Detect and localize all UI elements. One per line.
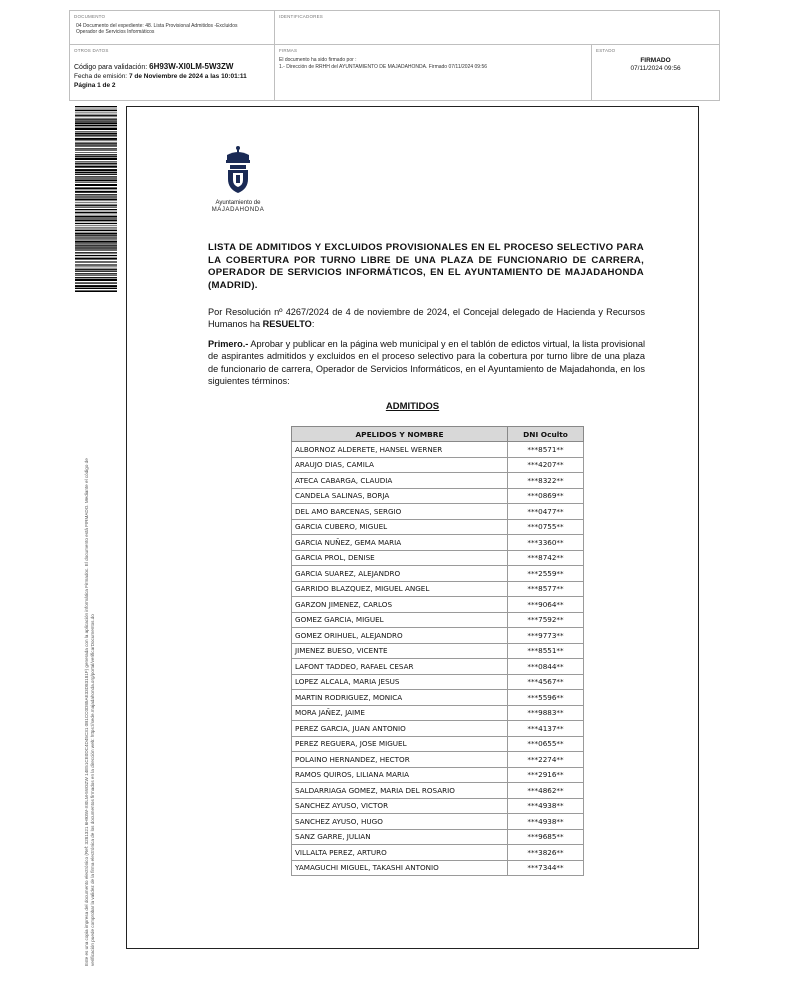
- barcode-bar: [75, 119, 117, 120]
- table-row: [292, 581, 584, 597]
- barcode-bar: [75, 174, 117, 175]
- applicant-name: ARAUJO DIAS, CAMILA: [292, 457, 508, 473]
- barcode-bar: [75, 169, 117, 171]
- applicant-dni: ***2916**: [508, 767, 584, 783]
- table-row: [292, 659, 584, 675]
- barcode-bar: [75, 235, 117, 236]
- table-row: [292, 783, 584, 799]
- barcode-bar: [75, 143, 117, 144]
- table-row: [292, 488, 584, 504]
- side-text-line-2: verificación puede comprobar la validez de la firma electrónica de los documentos firmados en la dirección web: https://sede.majadahonda.org/portal/verificarDocumentos.do: [90, 614, 95, 966]
- barcode-bar: [75, 258, 117, 260]
- table-row: [292, 457, 584, 473]
- applicant-name: LAFONT TADDEO, RAFAEL CESAR: [292, 659, 508, 675]
- table-row: [292, 705, 584, 721]
- barcode-bar: [75, 176, 117, 177]
- applicant-dni: ***9064**: [508, 597, 584, 613]
- barcode-bar: [75, 113, 117, 114]
- applicant-dni: ***0655**: [508, 736, 584, 752]
- estado-box: [591, 44, 720, 101]
- applicant-dni: ***0869**: [508, 488, 584, 504]
- applicant-name: SANCHEZ AYUSO, VICTOR: [292, 798, 508, 814]
- barcode-bar: [75, 148, 117, 149]
- applicant-name: SANCHEZ AYUSO, HUGO: [292, 814, 508, 830]
- primero-paragraph: [208, 338, 645, 387]
- barcode-bar: [75, 158, 117, 160]
- applicant-name: ATECA CABARGA, CLAUDIA: [292, 473, 508, 489]
- barcode-bar: [75, 150, 117, 151]
- barcode-bar: [75, 240, 117, 241]
- barcode-bar: [75, 199, 117, 201]
- document-page: [126, 106, 699, 949]
- barcode-bar: [75, 262, 117, 263]
- barcode-bar: [75, 214, 117, 215]
- barcode-bar: [75, 241, 117, 243]
- applicant-name: MORA JAÑEZ, JAIME: [292, 705, 508, 721]
- primero-text: Aprobar y publicar en la página web municipal y en el tablón de edictos virtual, la lista provisional de aspirantes admitidos y excluidos en el proceso selectivo para la cobertura por turno libre de una plaza de funcionario de carrera, Operador de Servicios Informáticos, en el Ayuntamiento de Majadahonda, en los siguientes términos:: [208, 339, 645, 386]
- table-row: [292, 814, 584, 830]
- barcode-bar: [75, 279, 117, 281]
- table-row: [292, 829, 584, 845]
- barcode-bar: [75, 219, 117, 221]
- barcode-bar: [75, 255, 117, 256]
- barcode-bar: [75, 125, 117, 126]
- logo-line-1: Ayuntamiento de: [215, 200, 261, 206]
- table-row: [292, 519, 584, 535]
- header-apellidos-nombre: APELIDOS Y NOMBRE: [292, 427, 508, 442]
- barcode-bar: [75, 154, 117, 155]
- pagina-indicator: [74, 82, 116, 89]
- barcode-bar: [75, 216, 117, 218]
- applicant-dni: ***4567**: [508, 674, 584, 690]
- table-row: [292, 860, 584, 876]
- barcode-bar: [75, 237, 117, 238]
- fecha-emision: [74, 73, 247, 80]
- applicant-name: CANDELA SALINAS, BORJA: [292, 488, 508, 504]
- codigo-label: Código para validación:: [74, 64, 148, 71]
- resuelto-word: RESUELTO: [262, 319, 312, 330]
- barcode-bar: [75, 106, 117, 107]
- barcode-bar: [75, 184, 117, 186]
- applicant-dni: ***4137**: [508, 721, 584, 737]
- barcode-bar: [75, 120, 117, 121]
- applicant-dni: ***8742**: [508, 550, 584, 566]
- applicant-dni: ***0844**: [508, 659, 584, 675]
- table-row: [292, 643, 584, 659]
- barcode-bar: [75, 264, 117, 265]
- barcode-bar: [75, 110, 117, 111]
- applicant-name: SANZ GARRE, JULIAN: [292, 829, 508, 845]
- barcode-bar: [75, 248, 117, 249]
- barcode-bar: [75, 209, 117, 210]
- applicant-dni: ***2274**: [508, 752, 584, 768]
- barcode-bar: [75, 223, 117, 224]
- barcode-bar: [75, 178, 117, 179]
- barcode-bar: [75, 131, 117, 132]
- barcode-bar: [75, 166, 117, 168]
- identificadores-label: IDENTIFICADORES: [279, 14, 324, 19]
- barcode-bar: [75, 127, 117, 128]
- applicant-dni: ***9685**: [508, 829, 584, 845]
- barcode-bar: [75, 128, 117, 130]
- barcode-bar: [75, 182, 117, 183]
- table-row: [292, 535, 584, 551]
- applicant-dni: ***3826**: [508, 845, 584, 861]
- header-dni-oculto: DNI Oculto: [508, 427, 584, 442]
- codigo-validacion[interactable]: [74, 62, 233, 71]
- applicant-name: YAMAGUCHI MIGUEL, TAKASHI ANTONIO: [292, 860, 508, 876]
- applicant-dni: ***8551**: [508, 643, 584, 659]
- applicant-dni: ***9773**: [508, 628, 584, 644]
- barcode-bar: [75, 290, 117, 292]
- firmas-box: [274, 44, 592, 101]
- barcode-bar: [75, 212, 117, 213]
- barcode-bar: [75, 245, 117, 246]
- table-row: [292, 721, 584, 737]
- applicant-dni: ***8577**: [508, 581, 584, 597]
- applicant-dni: ***5596**: [508, 690, 584, 706]
- resolution-text: Por Resolución nº 4267/2024 de 4 de noviembre de 2024, el Concejal delegado de Hacienda y Recursos Humanos ha: [208, 307, 645, 330]
- barcode-bar: [75, 179, 117, 181]
- barcode-bar: [75, 243, 117, 244]
- table-row: [292, 550, 584, 566]
- barcode-bar: [75, 204, 117, 205]
- barcode-bar: [75, 156, 117, 157]
- estado-date: 07/11/2024 09:56: [630, 65, 681, 72]
- barcode-bar: [75, 228, 117, 229]
- barcode-bar: [75, 233, 117, 235]
- barcode-bar: [75, 205, 117, 206]
- crown-crest-icon: [220, 145, 256, 195]
- applicant-name: PEREZ GARCIA, JUAN ANTONIO: [292, 721, 508, 737]
- otros-datos-label: OTROS DATOS: [74, 48, 109, 53]
- barcode-bar: [75, 275, 117, 276]
- barcode-bar: [75, 285, 117, 287]
- applicant-name: GARCIA NUÑEZ, GEMA MARIA: [292, 535, 508, 551]
- barcode-bar: [75, 161, 117, 162]
- barcode-bar: [75, 207, 117, 208]
- applicant-name: GARCIA SUAREZ, ALEJANDRO: [292, 566, 508, 582]
- applicant-dni: ***4938**: [508, 814, 584, 830]
- estado-label: ESTADO: [596, 48, 616, 53]
- admitidos-table: [291, 426, 584, 876]
- barcode-bar: [75, 246, 117, 247]
- applicant-name: GOMEZ GARCIA, MIGUEL: [292, 612, 508, 628]
- applicant-name: GARCIA CUBERO, MIGUEL: [292, 519, 508, 535]
- barcode-bar: [75, 172, 117, 173]
- table-row: [292, 767, 584, 783]
- table-row: [292, 597, 584, 613]
- barcode-bar: [75, 117, 117, 118]
- identificadores-box: [274, 10, 720, 45]
- applicant-name: GARRIDO BLAZQUEZ, MIGUEL ANGEL: [292, 581, 508, 597]
- table-row: [292, 690, 584, 706]
- barcode-bar: [75, 141, 117, 142]
- barcode-bar: [75, 163, 117, 164]
- admitidos-heading: ADMITIDOS: [385, 401, 440, 412]
- barcode-bar: [75, 146, 117, 147]
- applicant-dni: ***9883**: [508, 705, 584, 721]
- applicant-name: VILLALTA PEREZ, ARTURO: [292, 845, 508, 861]
- barcode-bar: [75, 282, 117, 283]
- barcode-bar: [75, 202, 117, 203]
- table-row: [292, 628, 584, 644]
- barcode-bar: [75, 152, 117, 153]
- barcode-bar: [75, 194, 117, 195]
- applicant-name: GOMEZ ORIHUEL, ALEJANDRO: [292, 628, 508, 644]
- applicant-name: GARCIA PROL, DENISE: [292, 550, 508, 566]
- applicant-dni: ***4862**: [508, 783, 584, 799]
- codigo-value: 6H93W-XI0LM-5W3ZW: [149, 62, 234, 71]
- table-row: [292, 798, 584, 814]
- table-header-row: [292, 427, 584, 442]
- table-row: [292, 674, 584, 690]
- table-row: [292, 612, 584, 628]
- barcode-bar: [75, 277, 117, 278]
- applicant-dni: ***2559**: [508, 566, 584, 582]
- majadahonda-logo: [205, 145, 271, 217]
- documento-label: DOCUMENTO: [74, 14, 106, 19]
- barcode-bar: [75, 165, 117, 166]
- fecha-label: Fecha de emisión:: [74, 73, 128, 80]
- table-row: [292, 473, 584, 489]
- barcode-bar: [75, 115, 117, 116]
- barcode-bar: [75, 269, 117, 270]
- barcode-bar: [75, 267, 117, 268]
- barcode-bar: [75, 133, 117, 135]
- table-row: [292, 504, 584, 520]
- barcode-bar: [75, 252, 117, 253]
- firmas-label: FIRMAS: [279, 48, 298, 53]
- barcode-bar: [75, 265, 117, 266]
- barcode-bar: [75, 271, 117, 272]
- documento-value: 04 Documento del expediente: 48. Lista Provisional Admitidos -Excluidos Operador de Servicios Informáticos: [76, 23, 238, 35]
- barcode-bar: [75, 229, 117, 230]
- applicant-name: SALDARRIAGA GOMEZ, MARIA DEL ROSARIO: [292, 783, 508, 799]
- applicant-name: POLAINO HERNANDEZ, HECTOR: [292, 752, 508, 768]
- side-text-line-1: Este es una copia impresa del documento electrónico (Ref: 3281321 6H93W-XI0LM-5W3ZW 14E51CE0DC4D45C31 0B1CC0D85AE33D83181F) generada con la aplicación informática Firmadoc. El documento está FIRMADO. Mediante el código de: [84, 458, 89, 966]
- applicant-dni: ***8571**: [508, 442, 584, 458]
- document-title: LISTA DE ADMITIDOS Y EXCLUIDOS PROVISIONALES EN EL PROCESO SELECTIVO PARA LA COBERTURA POR TURNO LIBRE DE UNA PLAZA DE FUNCIONARIO DE CARRERA, OPERADOR DE SERVICIOS INFORMÁTICOS, EN EL AYUNTAMIENTO DE MAJADAHONDA (MADRID).: [208, 242, 644, 291]
- fecha-value: 7 de Noviembre de 2024 a las 10:01:11: [128, 73, 247, 80]
- table-row: [292, 736, 584, 752]
- applicant-dni: ***3360**: [508, 535, 584, 551]
- barcode-bar: [75, 109, 117, 110]
- barcode-bar: [75, 288, 117, 289]
- barcode-bar: [75, 261, 117, 262]
- barcode-bar: [75, 191, 117, 193]
- resolution-paragraph: [208, 306, 645, 331]
- table-row: [292, 845, 584, 861]
- applicant-dni: ***4938**: [508, 798, 584, 814]
- applicant-dni: ***0477**: [508, 504, 584, 520]
- applicant-dni: ***8322**: [508, 473, 584, 489]
- barcode-bar: [75, 273, 117, 274]
- table-row: [292, 566, 584, 582]
- barcode-bar: [75, 230, 117, 231]
- estado-value: FIRMADO: [640, 57, 671, 64]
- table-row: [292, 752, 584, 768]
- applicant-name: JIMENEZ BUESO, VICENTE: [292, 643, 508, 659]
- applicant-name: PEREZ REGUERA, JOSE MIGUEL: [292, 736, 508, 752]
- applicant-name: ALBORNOZ ALDERETE, HANSEL WERNER: [292, 442, 508, 458]
- applicant-name: RAMOS QUIROS, LILIANA MARIA: [292, 767, 508, 783]
- barcode-bar: [75, 138, 117, 140]
- barcode-bar: [75, 197, 117, 198]
- barcode-bar: [75, 187, 117, 189]
- primero-label: Primero.-: [208, 339, 249, 349]
- barcode-bar: [75, 122, 117, 124]
- barcode-bar: [75, 250, 117, 251]
- firmas-line-1: El documento ha sido firmado por :: [279, 57, 357, 63]
- applicant-dni: ***4207**: [508, 457, 584, 473]
- barcode-bar: [75, 135, 117, 136]
- barcode-bar: [75, 226, 117, 227]
- applicant-name: GARZON JIMENEZ, CARLOS: [292, 597, 508, 613]
- applicant-dni: ***0755**: [508, 519, 584, 535]
- applicant-dni: ***7592**: [508, 612, 584, 628]
- logo-line-2: MAJADAHONDA: [211, 207, 265, 213]
- table-row: [292, 442, 584, 458]
- otros-datos-box: [69, 44, 275, 101]
- barcode-image: [75, 106, 117, 292]
- barcode-bar: [75, 238, 117, 239]
- applicant-name: DEL AMO BARCENAS, SERGIO: [292, 504, 508, 520]
- resolution-end: :: [311, 319, 315, 330]
- applicant-dni: ***7344**: [508, 860, 584, 876]
- applicant-name: LOPEZ ALCALA, MARIA JESUS: [292, 674, 508, 690]
- applicant-name: MARTIN RODRIGUEZ, MONICA: [292, 690, 508, 706]
- barcode-bar: [75, 196, 117, 197]
- firmas-line-2: 1.- Dirección de RRHH del AYUNTAMIENTO DE MAJADAHONDA. Firmado 07/11/2024 09:56: [279, 64, 488, 70]
- documento-box: [69, 10, 275, 45]
- barcode-bar: [75, 218, 117, 219]
- barcode-bar: [75, 144, 117, 145]
- verification-side-text: [84, 296, 96, 966]
- pagina-value: Página 1 de 2: [74, 82, 116, 89]
